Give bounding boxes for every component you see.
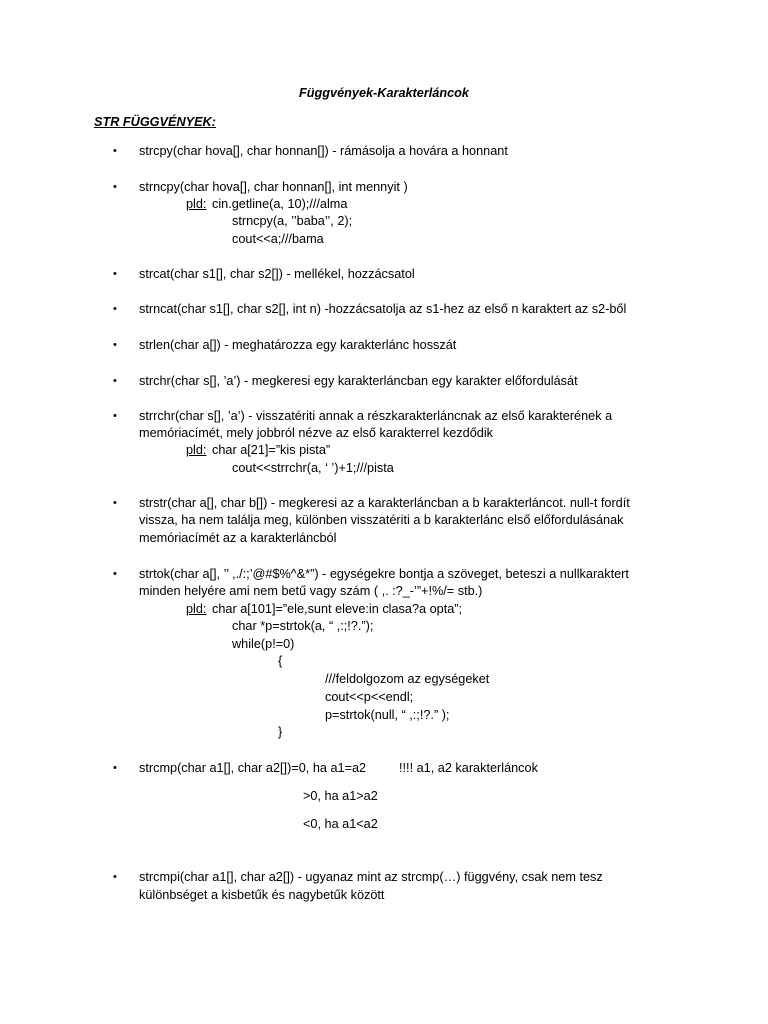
strlen-description: strlen(char a[]) - meghatározza egy karakterlánc hosszát (139, 338, 457, 352)
bullet-strtok: • (113, 568, 117, 580)
strcmp-description: <0, ha a1<a2 (303, 817, 378, 831)
bullet-strcpy: • (113, 145, 117, 157)
strtok-example-line: char *p=strtok(a, “ ,:;!?.”); (232, 619, 374, 633)
strtok-example-line: } (278, 725, 283, 739)
strcpy-description: strcpy(char hova[], char honnan[]) - rámásolja a hovára a honnant (139, 144, 508, 158)
strtok-description: minden helyére ami nem betű vagy szám ( ,. :?_-’”+!%/= stb.) (139, 584, 483, 598)
strncpy-example-label: pld: (186, 197, 207, 211)
strncpy-example-line: cin.getline(a, 10);///alma (212, 197, 348, 211)
strrchr-example-line: cout<<strrchr(a, ‘ ’)+1;///pista (232, 461, 394, 475)
strcmp-description: >0, ha a1>a2 (303, 789, 378, 803)
bullet-strncpy: • (113, 181, 117, 193)
strncpy-example-line: strncpy(a, ’’baba’’, 2); (232, 214, 353, 228)
bullet-strlen: • (113, 339, 117, 351)
bullet-strrchr: • (113, 410, 117, 422)
bullet-strcmp: • (113, 762, 117, 774)
strrchr-description: memóriacímét, mely jobbról nézve az első karakterrel kezdődik (139, 426, 493, 440)
strtok-example-line: p=strtok(null, “ ,:;!?.” ); (325, 708, 450, 722)
strcat-description: strcat(char s1[], char s2[]) - mellékel, hozzácsatol (139, 267, 415, 281)
strtok-example-label: pld: (186, 602, 207, 616)
strrchr-example-line: char a[21]=”kis pista” (212, 443, 331, 457)
bullet-strcmpi: • (113, 871, 117, 883)
strtok-example-line: cout<<p<<endl; (325, 690, 414, 704)
strcmp-description: strcmp(char a1[], char a2[])=0, ha a1=a2 (139, 761, 367, 775)
section-heading: STR FÜGGVÉNYEK: (94, 115, 216, 129)
strtok-example-line: while(p!=0) (232, 637, 295, 651)
strncat-description: strncat(char s1[], char s2[], int n) -hozzácsatolja az s1-hez az első n karaktert az s2-ből (139, 302, 627, 316)
bullet-strstr: • (113, 497, 117, 509)
bullet-strchr: • (113, 375, 117, 387)
strncpy-description: strncpy(char hova[], char honnan[], int mennyit ) (139, 180, 408, 194)
bullet-strncat: • (113, 303, 117, 315)
strtok-example-line: char a[101]=”ele,sunt eleve:in clasa?a opta”; (212, 602, 463, 616)
strstr-description: strstr(char a[], char b[]) - megkeresi az a karakterláncban a b karakterláncot. null-t fordít (139, 496, 630, 510)
strstr-description: memóriacímét az a karakterláncból (139, 531, 337, 545)
strrchr-description: strrchr(char s[], ’a’) - visszatériti annak a részkarakterláncnak az első karakterének a (139, 409, 613, 423)
strchr-description: strchr(char s[], ’a’) - megkeresi egy karakterláncban egy karakter előfordulását (139, 374, 578, 388)
bullet-strcat: • (113, 268, 117, 280)
strcmp-note: !!!! a1, a2 karakterláncok (399, 761, 538, 775)
strtok-example-line: ///feldolgozom az egységeket (325, 672, 490, 686)
strcmpi-description: strcmpi(char a1[], char a2[]) - ugyanaz mint az strcmp(…) függvény, csak nem tesz (139, 870, 603, 884)
strcmpi-description: különbséget a kisbetűk és nagybetűk között (139, 888, 385, 902)
strtok-example-line: { (278, 654, 283, 668)
strncpy-example-line: cout<<a;///bama (232, 232, 324, 246)
strtok-description: strtok(char a[], ’’ ,./:;’@#$%^&*”) - egységekre bontja a szöveget, beteszi a nullkaraktert (139, 567, 629, 581)
document-title: Függvények-Karakterláncok (299, 86, 469, 100)
strstr-description: vissza, ha nem találja meg, különben visszatériti a b karakterlánc első előfordulásának (139, 513, 624, 527)
strrchr-example-label: pld: (186, 443, 207, 457)
